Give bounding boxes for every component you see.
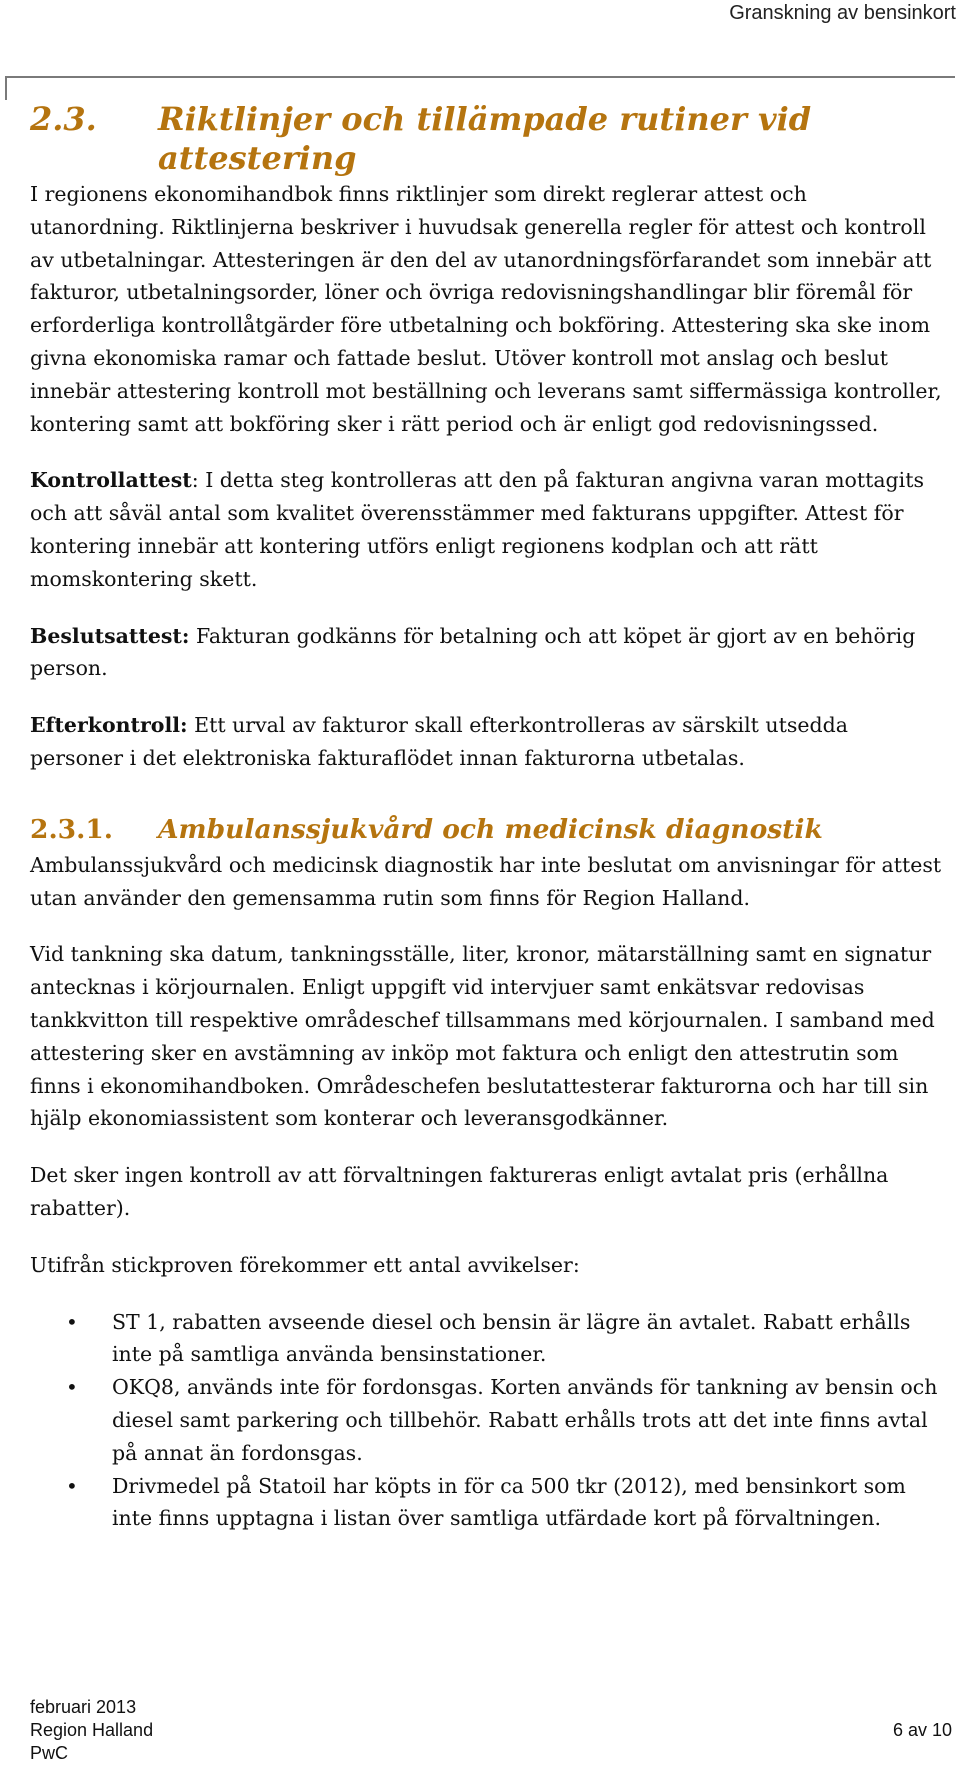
footer-info — [30, 1696, 153, 1765]
efterkontroll-text: Ett urval av fakturor skall efterkontrolleras av särskilt utsedda personer i det elektroniska fakturaflödet innan fakturorna utbetalas. — [30, 713, 848, 770]
efterkontroll-term: Efterkontroll: — [30, 713, 188, 738]
beslutsattest-paragraph — [30, 620, 945, 686]
kontrollattest-text: I detta steg kontrolleras att den på fakturan angivna varan mottagits och att såväl antal som kvalitet överensstämmer med fakturans uppgifter. Attest för kontering innebär att kontering utförs enligt regionens kodplan och att rätt momskontering skett. — [30, 468, 924, 591]
bullet-icon: • — [66, 1309, 78, 1334]
beslutsattest-term: Beslutsattest: — [30, 623, 190, 648]
footer-date: februari 2013 — [30, 1697, 137, 1717]
subsection-heading — [30, 813, 945, 847]
list-item-text: OKQ8, används inte för fordonsgas. Korten används för tankning av bensin och diesel samt parkering och tillbehör. Rabatt erhålls trots att det inte finns avtal på annat än fordonsgas. — [112, 1375, 938, 1465]
section-title: Riktlinjer och tillämpade rutiner vid attestering — [158, 100, 812, 177]
running-header: Granskning av bensinkort — [729, 2, 956, 24]
subsection-paragraph: Utifrån stickproven förekommer ett antal avvikelser: — [30, 1252, 580, 1277]
section-number: 2.3. — [30, 100, 97, 138]
subsection-paragraph: Vid tankning ska datum, tankningsställe, liter, kronor, mätarställning samt en signatur antecknas i körjournalen. Enligt uppgift vid intervjuer samt enkätsvar redovisas tankkvitton till respektive områdeschef tillsammans med körjournalen. I samband med attestering sker en avstämning av inköp mot faktura och enligt den attestrutin som finns i ekonomihandboken. Områdeschefen beslutattesterar fakturorna och har till sin hjälp ekonomiassistent som konterar och leveransgodkänner. — [30, 942, 935, 1131]
kontrollattest-paragraph — [30, 464, 945, 595]
kontrollattest-separator: : — [191, 468, 199, 493]
header-rule-corner — [5, 76, 7, 100]
subsection-number: 2.3.1. — [30, 813, 113, 845]
header-rule — [5, 76, 955, 78]
intro-paragraph: I regionens ekonomihandbok finns riktlinjer som direkt reglerar attest och utanordning. Riktlinjerna beskriver i huvudsak generella regler för attest och kontroll av utbetalningar. Attesteringen är den del av utanordningsförfarandet som innebär att fakturor, utbetalningsorder, löner och övriga redovisningshandlingar blir föremål för erforderliga kontrollåtgärder före utbetalning och bokföring. Attestering ska ske inom givna ekonomiska ramar och fattade beslut. Utöver kontroll mot anslag och beslut innebär attestering kontroll mot beställning och leverans samt siffermässiga kontroller, kontering samt att bokföring sker i rätt period och är enligt god redovisningssed. — [30, 182, 942, 436]
page-number: 6 av 10 — [892, 1720, 952, 1740]
beslutsattest-text: Fakturan godkänns för betalning och att köpet är gjort av en behörig person. — [30, 623, 916, 681]
section-heading — [30, 100, 945, 178]
bullet-icon: • — [66, 1375, 78, 1400]
list-item — [30, 1470, 945, 1536]
list-item-text: Drivmedel på Statoil har köpts in för ca 500 tkr (2012), med bensinkort som inte finns upptagna i listan över samtliga utfärdade kort på förvaltningen. — [112, 1473, 906, 1531]
footer-firm: PwC — [30, 1743, 69, 1763]
efterkontroll-paragraph — [30, 709, 945, 775]
kontrollattest-term: Kontrollattest — [30, 468, 192, 493]
subsection-title: Ambulanssjukvård och medicinsk diagnostik — [158, 813, 823, 845]
footer-organization: Region Halland — [30, 1720, 154, 1740]
bullet-icon: • — [66, 1473, 78, 1498]
deviation-list — [30, 1306, 945, 1536]
main-content — [30, 100, 945, 1535]
list-item-text: ST 1, rabatten avseende diesel och bensin är lägre än avtalet. Rabatt erhålls inte på samtliga använda bensinstationer. — [112, 1309, 911, 1367]
list-item — [30, 1371, 945, 1469]
subsection-paragraph: Det sker ingen kontroll av att förvaltningen faktureras enligt avtalat pris (erhållna rabatter). — [30, 1163, 889, 1220]
list-item — [30, 1306, 945, 1372]
subsection-paragraph: Ambulanssjukvård och medicinsk diagnostik har inte beslutat om anvisningar för attest utan använder den gemensamma rutin som finns för Region Halland. — [30, 852, 942, 910]
